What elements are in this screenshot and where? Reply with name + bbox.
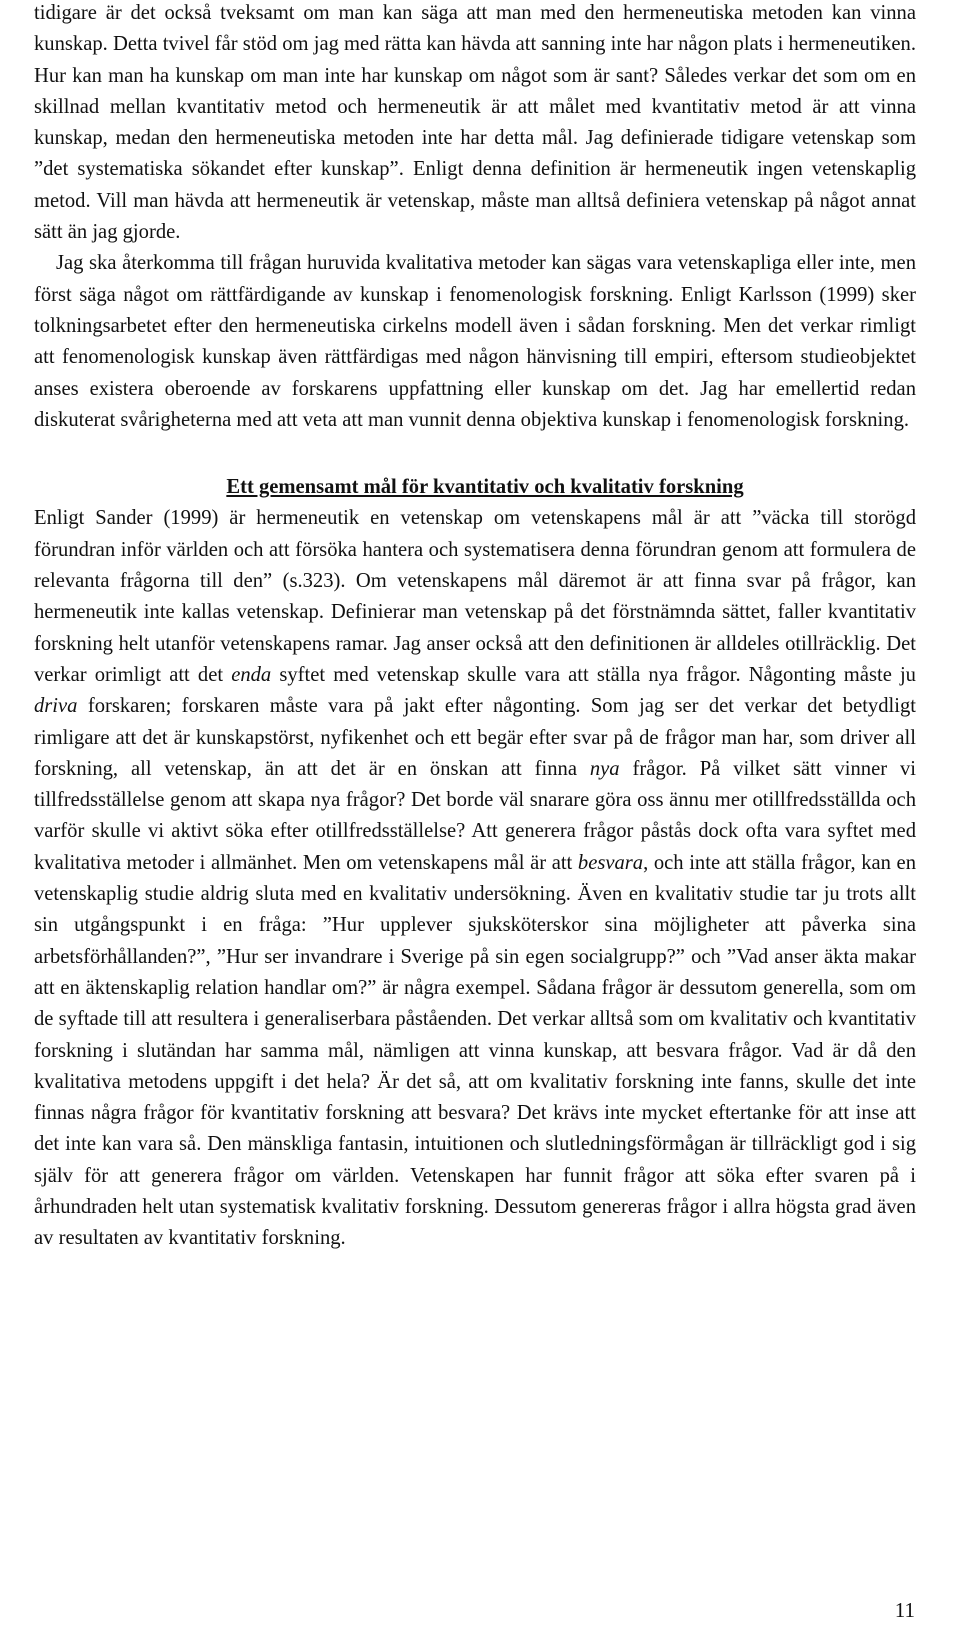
text-run: frågor. På vilket sätt vinner vi tillfredsställelse genom att skapa nya frågor? Det borde väl snarare göra oss ännu mer otillfredsställda och varför skulle vi aktivt söka efter otillfredsställelse? Att generera frågor påstås dock ofta vara syftet med kvalitativa metoder i allmänhet. Men om vetenskapens mål är att [34, 757, 916, 874]
emphasis: nya [589, 757, 620, 780]
text-run: Enligt Sander (1999) är hermeneutik en vetenskap om vetenskapens mål är att ”väcka till storögd förundran inför världen och att försöka hantera och systematisera denna förundran genom att formulera de relevanta frågorna till den” (s.323). Om vetenskapens mål däremot är att finna svar på frågor, kan hermeneutik inte kallas vetenskap. Definierar man vetenskap på det förstnämnda sättet, faller kvantitativ forskning helt utanför vetenskapens ramar. Jag anser också att den definitionen är alldeles otillräcklig. Det verkar orimligt att det [34, 507, 916, 686]
section-heading: Ett gemensamt mål för kvantitativ och kvalitativ forskning [226, 476, 744, 499]
text-run: forskaren; forskaren måste vara på jakt efter någonting. Som jag ser det verkar det betydligt rimligare att det är kunskapstörst, nyfikenhet och ett begär efter svar på de frågor man har, som driver all forskning, all vetenskap, än att det är en önskan att finna [34, 695, 916, 780]
emphasis: enda [231, 663, 272, 686]
paragraph-continued: tidigare är det också tveksamt om man kan säga att man med den hermeneutiska metoden kan vinna kunskap. Detta tvivel får stöd om jag med rätta kan hävda att sanning inte har någon plats i hermeneutiken. Hur kan man ha kunskap om man inte har kunskap om något som är sant? Således verkar det som om en skillnad mellan kvantitativ metod och hermeneutik är att målet med kvantitativ metod är att vinna kunskap, medan den hermeneutiska metoden inte har detta mål. Jag definierade tidigare vetenskap som ”det systematiska sökandet efter kunskap”. Enligt denna definition är hermeneutik ingen vetenskaplig metod. Vill man hävda att hermeneutik är vetenskap, måste man alltså definiera vetenskap på något annat sätt än jag gjorde. [34, 2, 916, 244]
text-run: syftet med vetenskap skulle vara att ställa nya frågor. Någonting måste ju [271, 663, 916, 686]
document-page [34, 0, 916, 1255]
paragraph: Jag ska återkomma till frågan huruvida kvalitativa metoder kan sägas vara vetenskapliga eller inte, men först säga något om rättfärdigande av kunskap i fenomenologisk forskning. Enligt Karlsson (1999) sker tolkningsarbetet efter den hermeneutiska cirkelns modell även i sådan forskning. Men det verkar rimligt att fenomenologisk kunskap även rättfärdigas med någon hänvisning till empiri, eftersom studieobjektet anses existera oberoende av forskarens uppfattning eller kunskap om det. Jag har emellertid redan diskuterat svårigheterna med att veta att man vunnit denna objektiva kunskap i fenomenologisk forskning. [34, 252, 916, 431]
emphasis: besvara [577, 851, 644, 874]
text-run: , och inte att ställa frågor, kan en vetenskaplig studie aldrig sluta med en kvalitativ undersökning. Även en kvalitativ studie tar ju trots allt sin utgångspunkt i en fråga: ”Hur upplever sjuksköterskor sina möjligheter att påverka sina arbetsförhållanden?”, ”Hur ser invandrare i Sverige på sin egen socialgrupp?” och ”Vad anser äkta makar att en äktenskaplig relation handlar om?” är några exempel. Sådana frågor är dessutom generella, som om de syftade till att resultera i generaliserbara påståenden. Det verkar alltså som om kvalitativ och kvantitativ forskning i slutändan har samma mål, nämligen att vinna kunskap, att besvara frågor. Vad är då den kvalitativa metodens uppgift i det hela? Är det så, att om kvalitativ forskning inte fanns, skulle det inte finnas några frågor för kvantitativ forskning att besvara? Det krävs inte mycket eftertanke för att inse att det inte kan vara så. Den mänskliga fantasin, intuitionen och slutledningsförmågan är tillräckligt god i sig själv för att generera frågor om världen. Vetenskapen har funnit frågor att söka efter svaren på i århundraden helt utan systematisk kvalitativ forskning. Dessutom genereras frågor i allra högsta grad även av resultaten av kvantitativ forskning. [34, 851, 916, 1250]
paragraph [34, 503, 916, 1254]
page-number: 11 [894, 1598, 915, 1622]
emphasis: driva [34, 695, 78, 718]
